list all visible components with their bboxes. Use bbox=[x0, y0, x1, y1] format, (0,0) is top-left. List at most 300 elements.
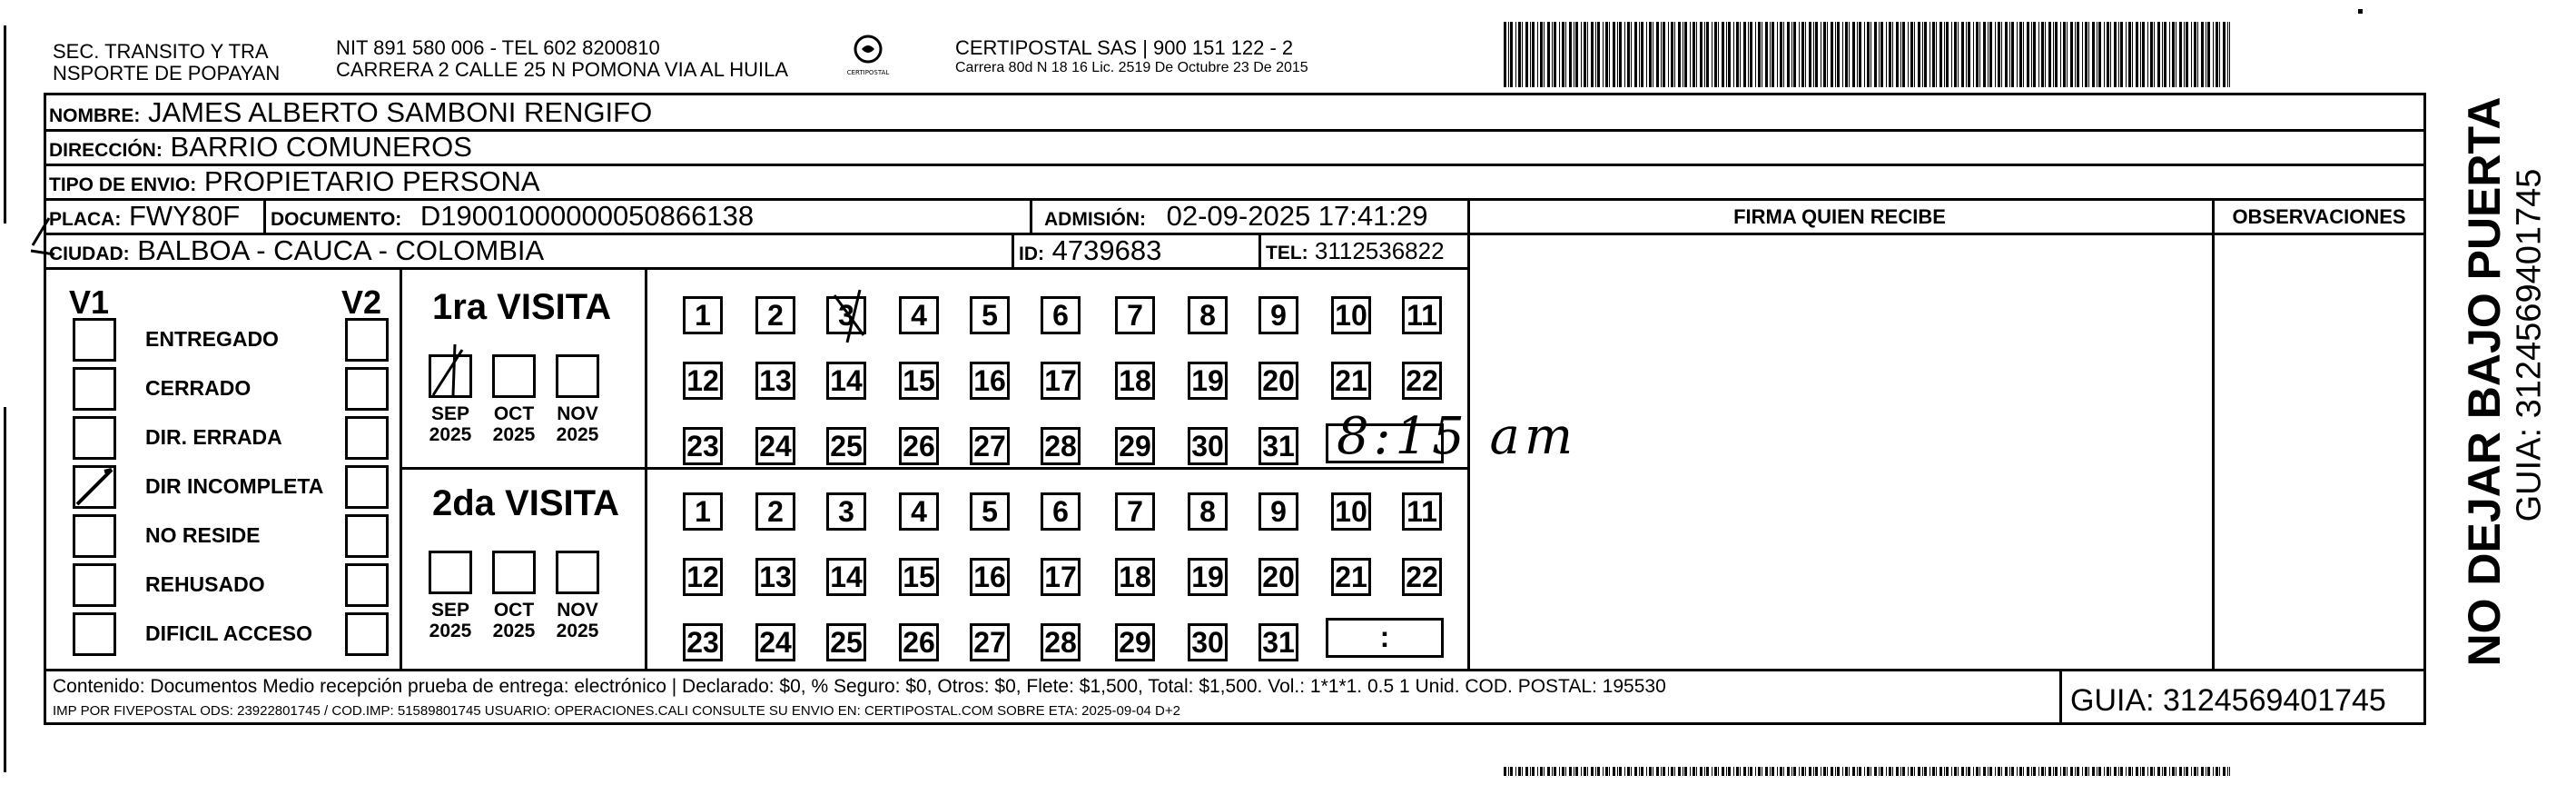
day-box[interactable] bbox=[970, 558, 1010, 596]
sender-org-line1: SEC. TRANSITO Y TRA bbox=[53, 40, 269, 63]
barcode-bar bbox=[1552, 767, 1553, 776]
barcode-bar bbox=[1813, 22, 1814, 87]
day-box[interactable] bbox=[1331, 296, 1371, 334]
barcode-bar bbox=[1880, 22, 1883, 87]
barcode-bar bbox=[2216, 22, 2218, 87]
v1-checkbox[interactable] bbox=[73, 563, 116, 607]
day-box[interactable] bbox=[1188, 362, 1228, 400]
barcode-bar bbox=[2045, 767, 2046, 776]
barcode-bar bbox=[2186, 22, 2188, 87]
barcode-bar bbox=[1736, 767, 1739, 776]
month-checkbox-sep[interactable] bbox=[429, 354, 472, 398]
barcode-bar bbox=[2184, 22, 2185, 87]
day-number: 26 bbox=[903, 430, 935, 462]
day-box[interactable] bbox=[1188, 623, 1228, 661]
barcode-bar bbox=[1879, 22, 1880, 87]
barcode-bar bbox=[1544, 22, 1545, 87]
barcode-bar bbox=[2118, 767, 2119, 776]
v2-checkbox[interactable] bbox=[345, 612, 389, 656]
barcode-bar bbox=[1958, 767, 1959, 776]
day-number: 17 bbox=[1044, 561, 1077, 593]
v1-checkbox[interactable] bbox=[73, 465, 116, 509]
barcode-bar bbox=[2147, 22, 2148, 87]
barcode-bar bbox=[1772, 767, 1774, 776]
day-box[interactable] bbox=[755, 623, 795, 661]
v1-checkbox[interactable] bbox=[73, 367, 116, 411]
barcode-bar bbox=[1668, 22, 1669, 87]
barcode-bar bbox=[1736, 22, 1739, 87]
day-box[interactable] bbox=[755, 362, 795, 400]
barcode-bar bbox=[2179, 22, 2182, 87]
day-box[interactable] bbox=[683, 296, 723, 334]
barcode-bar bbox=[1755, 22, 1756, 87]
barcode-bar bbox=[2075, 22, 2076, 87]
day-box[interactable] bbox=[1041, 362, 1081, 400]
day-box[interactable] bbox=[1258, 362, 1298, 400]
day-box[interactable] bbox=[755, 296, 795, 334]
direccion-label: DIRECCIÓN: bbox=[49, 140, 163, 161]
day-number: 19 bbox=[1191, 364, 1224, 397]
barcode-bar bbox=[1587, 767, 1588, 776]
day-box[interactable] bbox=[899, 296, 939, 334]
documento-value: D19001000000050866138 bbox=[419, 200, 755, 232]
carrier-address: Carrera 80d N 18 16 Lic. 2519 De Octubre 23 De 2015 bbox=[955, 60, 1308, 75]
barcode-bar bbox=[1842, 767, 1843, 776]
barcode-bar bbox=[2197, 22, 2198, 87]
barcode-bar bbox=[1758, 22, 1761, 87]
no-dejar-warning: NO DEJAR BAJO PUERTA bbox=[2459, 96, 2510, 667]
barcode-bar bbox=[2031, 22, 2032, 87]
day-box[interactable] bbox=[826, 296, 866, 334]
barcode-bar bbox=[1842, 22, 1843, 87]
day-box[interactable] bbox=[899, 427, 939, 465]
month-checkbox-oct[interactable] bbox=[492, 354, 536, 398]
barcode-bar bbox=[1678, 767, 1681, 776]
barcode-bar bbox=[2223, 767, 2226, 776]
barcode-bar bbox=[1966, 22, 1967, 87]
day-box[interactable] bbox=[1331, 362, 1371, 400]
barcode-bar bbox=[1562, 767, 1564, 776]
barcode-bar bbox=[1886, 22, 1887, 87]
v2-checkbox[interactable] bbox=[345, 465, 389, 509]
barcode-bar bbox=[2201, 22, 2204, 87]
barcode-bar bbox=[1639, 767, 1640, 776]
barcode-bar bbox=[1547, 22, 1550, 87]
status-label: NO RESIDE bbox=[145, 523, 261, 547]
day-box[interactable] bbox=[1115, 623, 1155, 661]
day-box[interactable] bbox=[1331, 558, 1371, 596]
day-box[interactable] bbox=[683, 558, 723, 596]
barcode-bar bbox=[2128, 22, 2131, 87]
barcode-bar bbox=[1605, 767, 1608, 776]
day-number: 7 bbox=[1127, 495, 1143, 528]
corner-dot bbox=[2358, 9, 2363, 14]
day-box[interactable] bbox=[1258, 558, 1298, 596]
month-checkbox-nov[interactable] bbox=[556, 551, 599, 594]
barcode-bar bbox=[2136, 767, 2138, 776]
barcode-bar bbox=[1989, 767, 1992, 776]
barcode-bar bbox=[1755, 767, 1756, 776]
day-number: 2 bbox=[767, 299, 784, 332]
barcode-bar bbox=[2126, 22, 2127, 87]
barcode-bar bbox=[1532, 767, 1535, 776]
barcode-bar bbox=[1641, 767, 1643, 776]
barcode-bar bbox=[2172, 22, 2175, 87]
barcode-bar bbox=[1988, 22, 1989, 87]
day-number: 8 bbox=[1199, 495, 1216, 528]
barcode-bar bbox=[1624, 767, 1625, 776]
day-box[interactable] bbox=[899, 492, 939, 531]
barcode-bar bbox=[2213, 22, 2214, 87]
barcode-bar bbox=[1718, 767, 1719, 776]
day-box[interactable] bbox=[1188, 492, 1228, 531]
v2-checkbox[interactable] bbox=[345, 563, 389, 607]
day-box[interactable] bbox=[1041, 427, 1081, 465]
barcode-bar bbox=[2098, 767, 2101, 776]
day-box[interactable] bbox=[1402, 362, 1442, 400]
v2-checkbox[interactable] bbox=[345, 514, 389, 558]
day-box[interactable] bbox=[1188, 427, 1228, 465]
month-checkbox-sep[interactable] bbox=[429, 551, 472, 594]
barcode-bar bbox=[1889, 767, 1891, 776]
check-mark-icon bbox=[827, 286, 871, 346]
barcode-bar bbox=[1908, 767, 1909, 776]
barcode-bar bbox=[1510, 22, 1513, 87]
day-box[interactable] bbox=[683, 362, 723, 400]
barcode-bar bbox=[2053, 22, 2054, 87]
barcode-bar bbox=[2019, 22, 2022, 87]
barcode-bar bbox=[1639, 22, 1640, 87]
footer-divider bbox=[44, 669, 2426, 671]
day-box[interactable] bbox=[970, 362, 1010, 400]
barcode-bar bbox=[1801, 22, 1804, 87]
day-box[interactable] bbox=[1402, 296, 1442, 334]
status-label: CERRADO bbox=[145, 376, 252, 400]
barcode-bar bbox=[1700, 22, 1703, 87]
barcode-bar bbox=[1624, 22, 1625, 87]
barcode-bar bbox=[1805, 767, 1806, 776]
barcode-bar bbox=[1631, 22, 1632, 87]
barcode-bar bbox=[2027, 767, 2029, 776]
day-box[interactable] bbox=[1115, 492, 1155, 531]
day-box[interactable] bbox=[970, 623, 1010, 661]
barcode-bar bbox=[1835, 767, 1836, 776]
firma-header: FIRMA QUIEN RECIBE bbox=[1733, 205, 1946, 228]
barcode-bar bbox=[2082, 767, 2083, 776]
day-box[interactable] bbox=[826, 427, 866, 465]
day-box[interactable] bbox=[826, 492, 866, 531]
barcode-bar bbox=[1581, 767, 1582, 776]
barcode-bar bbox=[1770, 22, 1771, 87]
documento-row bbox=[271, 202, 754, 234]
barcode-bar bbox=[1780, 767, 1782, 776]
tipo-row bbox=[49, 167, 540, 200]
month-label: OCT 2025 bbox=[492, 600, 536, 641]
barcode-bar bbox=[1706, 767, 1709, 776]
day-number: 30 bbox=[1191, 430, 1224, 462]
barcode-bar bbox=[2201, 767, 2204, 776]
day-number: 22 bbox=[1406, 364, 1438, 397]
day-number: 1 bbox=[695, 495, 711, 528]
barcode-bar bbox=[1902, 22, 1905, 87]
day-number: 24 bbox=[759, 430, 792, 462]
barcode-bar bbox=[1617, 22, 1618, 87]
barcode-bar bbox=[1693, 767, 1695, 776]
barcode-bar bbox=[2164, 767, 2166, 776]
barcode-bar bbox=[1870, 22, 1871, 87]
barcode-bar bbox=[1704, 22, 1705, 87]
barcode-bar bbox=[2048, 767, 2051, 776]
placa-row bbox=[49, 202, 240, 234]
barcode-bar bbox=[1547, 767, 1550, 776]
barcode-bar bbox=[2207, 22, 2210, 87]
barcode-bar bbox=[2104, 22, 2105, 87]
barcode-bar bbox=[2140, 767, 2141, 776]
day-box[interactable] bbox=[755, 558, 795, 596]
barcode-bar bbox=[2063, 22, 2066, 87]
day-box[interactable] bbox=[1115, 427, 1155, 465]
barcode-top bbox=[1504, 22, 2230, 87]
barcode-bar bbox=[1924, 767, 1927, 776]
barcode-bar bbox=[2019, 767, 2022, 776]
barcode-bar bbox=[1663, 767, 1665, 776]
day-box[interactable] bbox=[970, 296, 1010, 334]
barcode-bar bbox=[1649, 22, 1652, 87]
barcode-bar bbox=[1674, 767, 1675, 776]
barcode-bar bbox=[1831, 767, 1833, 776]
barcode-bar bbox=[1852, 767, 1855, 776]
status-label: DIFICIL ACCESO bbox=[145, 621, 313, 645]
day-box[interactable] bbox=[899, 558, 939, 596]
svg-text:CERTIPOSTAL: CERTIPOSTAL bbox=[846, 69, 890, 76]
barcode-bar bbox=[1793, 767, 1796, 776]
barcode-bar bbox=[1540, 767, 1543, 776]
tipo-value: PROPIETARIO PERSONA bbox=[203, 165, 540, 197]
tel-value: 3112536822 bbox=[1314, 237, 1445, 264]
barcode-bar bbox=[1743, 767, 1746, 776]
barcode-bar bbox=[1743, 22, 1746, 87]
direccion-row bbox=[49, 133, 472, 165]
second-time-box bbox=[1326, 618, 1444, 658]
barcode-bar bbox=[2001, 767, 2002, 776]
barcode-bar bbox=[2164, 22, 2166, 87]
barcode-bar bbox=[2114, 767, 2117, 776]
barcode-bar bbox=[1515, 767, 1516, 776]
day-box[interactable] bbox=[970, 492, 1010, 531]
barcode-bar bbox=[1603, 767, 1604, 776]
v1-checkbox[interactable] bbox=[73, 318, 116, 362]
day-box[interactable] bbox=[1041, 296, 1081, 334]
barcode-bar bbox=[2063, 767, 2066, 776]
ciudad-label: CIUDAD: bbox=[49, 243, 130, 264]
barcode-bar bbox=[2107, 767, 2109, 776]
day-box[interactable] bbox=[826, 362, 866, 400]
day-box[interactable] bbox=[1115, 558, 1155, 596]
day-number: 5 bbox=[982, 495, 998, 528]
barcode-bar bbox=[2092, 22, 2095, 87]
barcode-bar bbox=[1554, 22, 1556, 87]
day-box[interactable] bbox=[899, 623, 939, 661]
header-underline bbox=[1467, 233, 2426, 235]
barcode-bar bbox=[1696, 767, 1697, 776]
barcode-bar bbox=[1998, 767, 2000, 776]
day-box[interactable] bbox=[899, 362, 939, 400]
day-box[interactable] bbox=[1188, 296, 1228, 334]
barcode-bar bbox=[1859, 767, 1861, 776]
barcode-bar bbox=[1726, 767, 1727, 776]
barcode-bar bbox=[2038, 22, 2039, 87]
barcode-bar bbox=[1627, 22, 1630, 87]
barcode-bar bbox=[2088, 767, 2089, 776]
barcode-bar bbox=[2088, 22, 2089, 87]
sender-nit: NIT 891 580 006 - TEL 602 8200810 bbox=[336, 36, 660, 59]
col-divider bbox=[263, 198, 266, 233]
barcode-bar bbox=[2223, 22, 2226, 87]
day-box[interactable] bbox=[683, 492, 723, 531]
barcode-bar bbox=[1584, 22, 1586, 87]
barcode-bar bbox=[2157, 22, 2160, 87]
barcode-bar bbox=[1668, 767, 1669, 776]
barcode-bar bbox=[1900, 22, 1901, 87]
barcode-bar bbox=[1678, 22, 1681, 87]
barcode-bar bbox=[1631, 767, 1632, 776]
day-box[interactable] bbox=[683, 623, 723, 661]
barcode-bar bbox=[2023, 767, 2024, 776]
barcode-bar bbox=[2213, 767, 2214, 776]
day-number: 1 bbox=[695, 299, 711, 332]
barcode-bar bbox=[1809, 767, 1811, 776]
barcode-bar bbox=[2169, 22, 2170, 87]
barcode-bar bbox=[2216, 767, 2218, 776]
v2-checkbox[interactable] bbox=[345, 367, 389, 411]
id-label: ID: bbox=[1019, 243, 1044, 264]
day-number: 3 bbox=[838, 299, 854, 332]
day-number: 9 bbox=[1270, 299, 1287, 332]
barcode-bar bbox=[1922, 767, 1923, 776]
col-divider bbox=[2059, 669, 2062, 725]
left-edge-mark bbox=[4, 25, 6, 224]
day-box[interactable] bbox=[755, 427, 795, 465]
barcode-bar bbox=[1845, 22, 1848, 87]
day-box[interactable] bbox=[1258, 492, 1298, 531]
barcode-bar bbox=[1714, 22, 1717, 87]
month-checkbox-oct[interactable] bbox=[492, 551, 536, 594]
day-box[interactable] bbox=[1041, 623, 1081, 661]
barcode-bar bbox=[2128, 767, 2131, 776]
month-checkbox-nov[interactable] bbox=[556, 354, 599, 398]
barcode-bar bbox=[2136, 22, 2138, 87]
day-box[interactable] bbox=[1115, 362, 1155, 400]
barcode-bar bbox=[1772, 22, 1774, 87]
barcode-bar bbox=[2033, 22, 2036, 87]
barcode-bar bbox=[2207, 767, 2210, 776]
barcode-bar bbox=[1656, 767, 1659, 776]
barcode-bar bbox=[2092, 767, 2095, 776]
day-box[interactable] bbox=[1115, 296, 1155, 334]
barcode-bottom bbox=[1504, 767, 2230, 780]
day-box[interactable] bbox=[826, 558, 866, 596]
day-box[interactable] bbox=[1258, 427, 1298, 465]
v2-checkbox[interactable] bbox=[345, 416, 389, 460]
day-box[interactable] bbox=[1258, 296, 1298, 334]
barcode-bar bbox=[1879, 767, 1880, 776]
barcode-bar bbox=[1845, 767, 1848, 776]
barcode-bar bbox=[1627, 767, 1630, 776]
day-box[interactable] bbox=[1041, 558, 1081, 596]
day-box[interactable] bbox=[1041, 492, 1081, 531]
v1-checkbox[interactable] bbox=[73, 416, 116, 460]
barcode-bar bbox=[1525, 22, 1528, 87]
barcode-bar bbox=[1973, 767, 1974, 776]
month-label: SEP 2025 bbox=[429, 600, 472, 641]
barcode-bar bbox=[1565, 22, 1566, 87]
day-number: 26 bbox=[903, 626, 935, 659]
barcode-bar bbox=[1777, 767, 1778, 776]
barcode-bar bbox=[2142, 767, 2145, 776]
barcode-bar bbox=[1979, 767, 1980, 776]
barcode-bar bbox=[1750, 22, 1752, 87]
v1-checkbox[interactable] bbox=[73, 612, 116, 656]
barcode-bar bbox=[1815, 767, 1818, 776]
day-box[interactable] bbox=[755, 492, 795, 531]
v1-checkbox[interactable] bbox=[73, 514, 116, 558]
left-edge-mark bbox=[4, 407, 6, 772]
status-label: REHUSADO bbox=[145, 572, 265, 596]
barcode-bar bbox=[1770, 767, 1771, 776]
col-divider bbox=[1030, 198, 1032, 233]
barcode-bar bbox=[1914, 767, 1915, 776]
day-box[interactable] bbox=[1188, 558, 1228, 596]
barcode-bar bbox=[1973, 22, 1974, 87]
barcode-bar bbox=[1704, 767, 1705, 776]
day-box[interactable] bbox=[1402, 492, 1442, 531]
day-number: 21 bbox=[1335, 364, 1367, 397]
barcode-bar bbox=[2179, 767, 2182, 776]
day-box[interactable] bbox=[826, 623, 866, 661]
barcode-bar bbox=[1733, 22, 1734, 87]
barcode-bar bbox=[1518, 22, 1521, 87]
day-box[interactable] bbox=[683, 427, 723, 465]
barcode-bar bbox=[1619, 22, 1622, 87]
day-number: 7 bbox=[1127, 299, 1143, 332]
barcode-bar bbox=[2169, 767, 2170, 776]
barcode-bar bbox=[1936, 22, 1937, 87]
barcode-bar bbox=[1864, 22, 1865, 87]
barcode-bar bbox=[1504, 22, 1506, 87]
day-box[interactable] bbox=[970, 427, 1010, 465]
barcode-bar bbox=[2147, 767, 2148, 776]
barcode-bar bbox=[2132, 767, 2133, 776]
side-guia: GUIA: 3124569401745 bbox=[2510, 168, 2549, 522]
day-number: 12 bbox=[686, 364, 719, 397]
ciudad-row bbox=[49, 236, 544, 269]
barcode-bar bbox=[1726, 22, 1727, 87]
barcode-bar bbox=[1584, 767, 1586, 776]
day-box[interactable] bbox=[1258, 623, 1298, 661]
barcode-bar bbox=[1857, 767, 1858, 776]
barcode-bar bbox=[2150, 767, 2153, 776]
barcode-bar bbox=[2229, 22, 2230, 87]
barcode-bar bbox=[2191, 767, 2192, 776]
day-box[interactable] bbox=[1331, 492, 1371, 531]
barcode-bar bbox=[2142, 22, 2145, 87]
day-box[interactable] bbox=[1402, 558, 1442, 596]
barcode-bar bbox=[2132, 22, 2133, 87]
barcode-bar bbox=[1787, 22, 1790, 87]
barcode-bar bbox=[1939, 767, 1942, 776]
v2-checkbox[interactable] bbox=[345, 318, 389, 362]
barcode-bar bbox=[1634, 767, 1637, 776]
